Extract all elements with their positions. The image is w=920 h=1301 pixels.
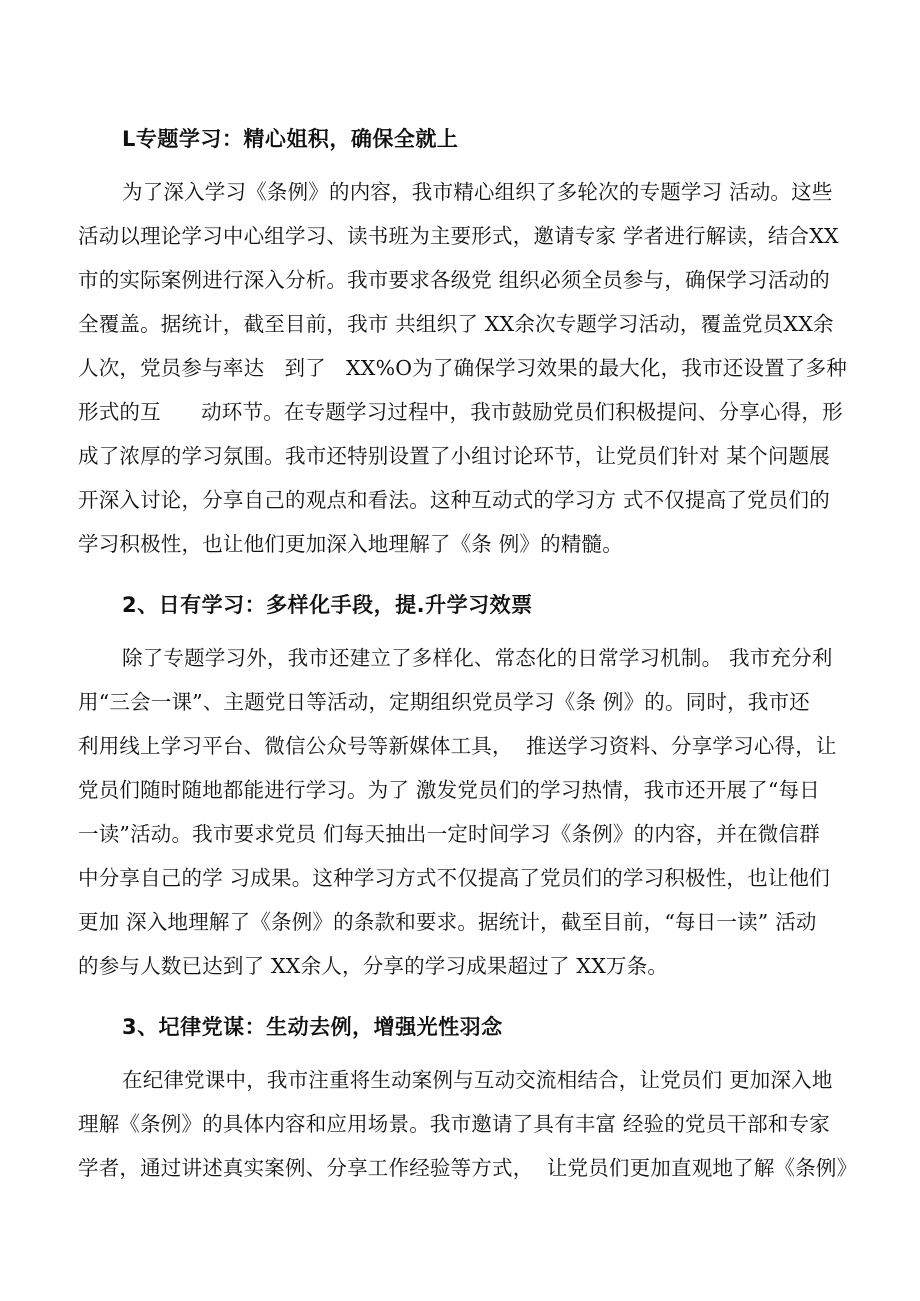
paragraph-line: 更加 深入地理解了《条例》的条款和要求。据统计，截至目前，“每日一读” 活动 [78, 910, 817, 934]
paragraph-line: 形式的互 动环节。在专题学习过程中，我市鼓励党员们积极提问、分享心得，形 [78, 400, 843, 424]
paragraph-line: 人次，党员参与率达 到了 XX%O为了确保学习效果的最大化，我市还设置了多种 [78, 356, 847, 380]
section-heading-3: 3、圮律党谋：生动去例，增强光性羽念 [122, 1015, 503, 1039]
paragraph-line: 开深入讨论，分享自己的观点和看法。这种互动式的学习方 式不仅提高了党员们的 [78, 488, 830, 512]
paragraph-line: 全覆盖。据统计，截至目前，我市 共组织了 XX余次专题学习活动，覆盖党员XX余 [78, 312, 834, 336]
paragraph-line: 的参与人数已达到了 XX余人，分享的学习成果超过了 XX万条。 [78, 954, 669, 978]
paragraph-line: 除了专题学习外，我市还建立了多样化、常态化的日常学习机制。 我市充分利 [122, 646, 833, 670]
paragraph-line: 理解《条例》的具体内容和应用场景。我市邀请了具有丰富 经验的党员干部和专家 [78, 1112, 830, 1136]
paragraph-line: 一读”活动。我市要求党员 们每天抽出一定时间学习《条例》的内容，并在微信群 [78, 822, 820, 846]
paragraph-line: 活动以理论学习中心组学习、读书班为主要形式，邀请专家 学者进行解读，结合XX [78, 224, 839, 248]
section-heading-1: L专题学习：精心姐积，确保全就上 [122, 127, 459, 151]
section-heading-2: 2、日有学习：多样化手段，提.升学习效票 [122, 593, 533, 617]
paragraph-line: 成了浓厚的学习氛围。我市还特别设置了小组讨论环节，让党员们针对 某个问题展 [78, 444, 830, 468]
paragraph-line: 为了深入学习《条例》的内容，我市精心组织了多轮次的专题学习 活动。这些 [122, 180, 833, 204]
paragraph-line: 学习积极性，也让他们更加深入地理解了《条 例》的精髓。 [78, 532, 623, 556]
paragraph-line: 利用线上学习平台、微信公众号等新媒体工具， 推送学习资料、分享学习心得，让 [78, 734, 837, 758]
paragraph-line: 在纪律党课中，我市注重将生动案例与互动交流相结合，让党员们 更加深入地 [122, 1068, 833, 1092]
paragraph-line: 市的实际案例进行深入分析。我市要求各级党 组织必须全员参与，确保学习活动的 [78, 268, 830, 292]
paragraph-line: 学者，通过讲述真实案例、分享工作经验等方式， 让党员们更加直观地了解《条例》 [78, 1156, 858, 1180]
paragraph-line: 中分享自己的学 习成果。这种学习方式不仅提高了党员们的学习积极性，也让他们 [78, 866, 830, 890]
paragraph-line: 用“三会一课”、主题党日等活动，定期组织党员学习《条 例》的。同时，我市还 [78, 690, 810, 714]
paragraph-line: 党员们随时随地都能进行学习。为了 激发党员们的学习热情，我市还开展了“每日 [78, 778, 820, 802]
